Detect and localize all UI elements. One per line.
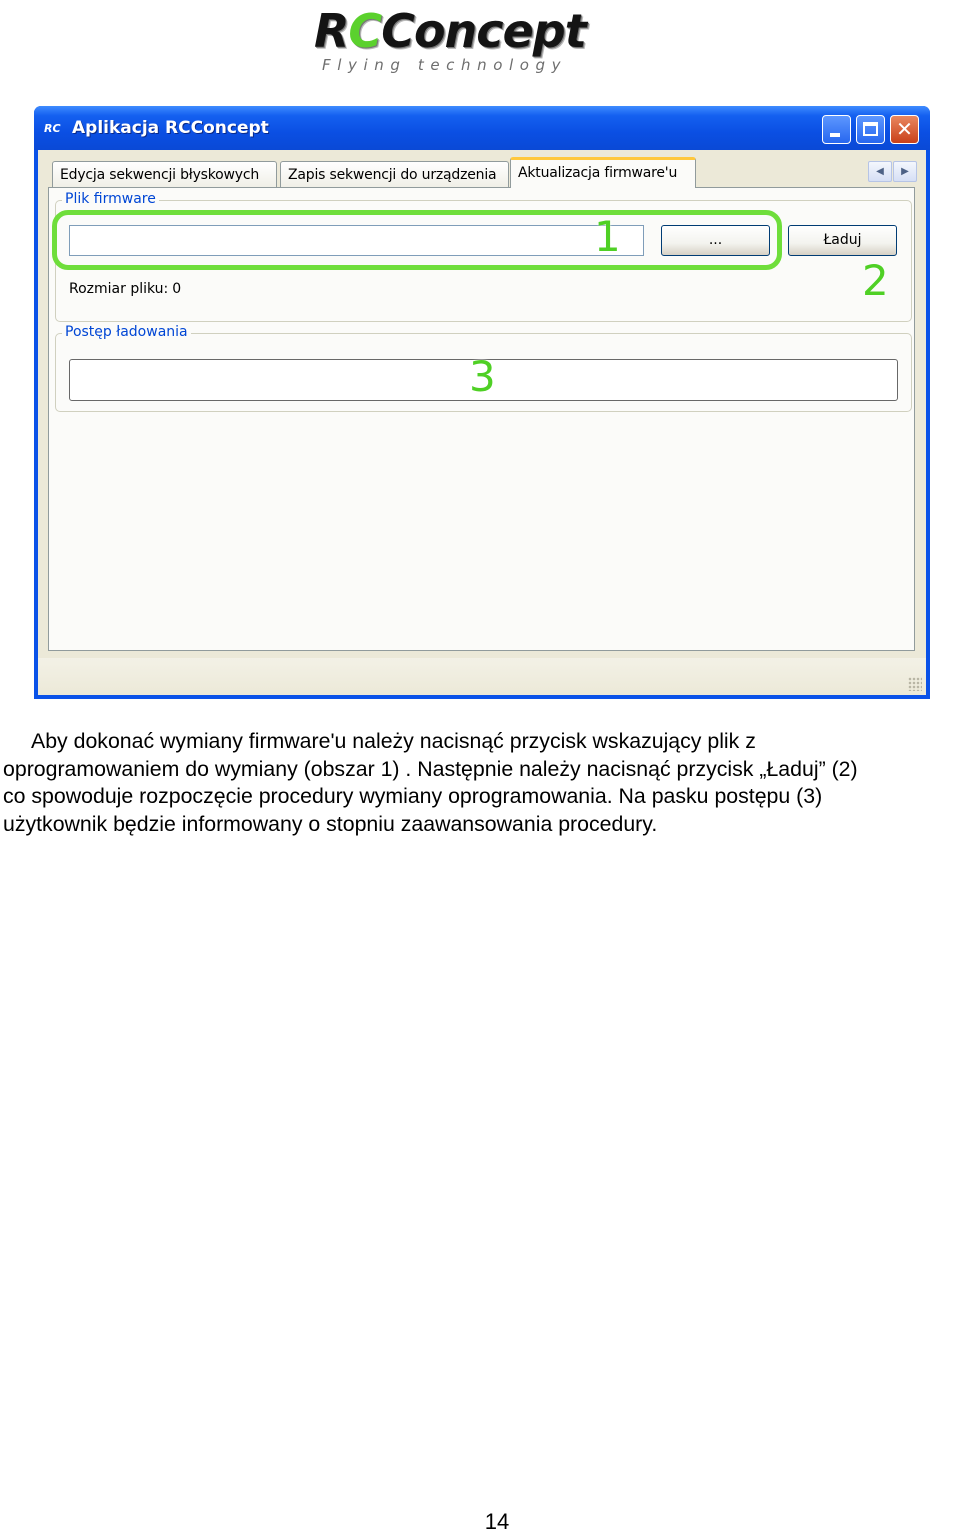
close-button[interactable] [890,115,919,144]
browse-button[interactable]: ... [661,225,770,256]
maximize-icon [863,122,878,136]
file-size-value: 0 [172,281,182,297]
load-button[interactable]: Ładuj [788,225,897,256]
firmware-file-legend: Plik firmware [62,191,159,207]
maximize-button[interactable] [856,115,885,144]
tab-firmware-update[interactable]: Aktualizacja firmware'u [510,157,696,188]
close-icon: ✕ [896,117,913,141]
area-1-highlight [52,210,782,270]
file-size-caption: Rozmiar pliku: [69,281,169,297]
page-number: 14 [484,1509,510,1534]
tab-save-sequences[interactable]: Zapis sekwencji do urządzenia [280,161,509,187]
file-size-label [69,281,181,297]
paragraph-line: Aby dokonać wymiany firmware'u należy nacisnąć przycisk wskazujący plik z [31,729,756,753]
minimize-icon [830,133,840,137]
tab-edit-sequences[interactable]: Edycja sekwencji błyskowych [52,161,277,187]
upload-progress-legend: Postęp ładowania [62,324,191,340]
logo-concept: Concept [381,4,586,58]
app-window [34,106,930,699]
logo-wordmark [314,4,586,58]
resize-grip-icon[interactable] [908,677,922,691]
minimize-button[interactable] [822,115,851,144]
title-bar[interactable] [34,106,930,150]
logo-tagline: Flying technology [322,56,568,74]
tab-scroll-buttons [868,161,918,182]
annotation-marker-1: 1 [594,212,621,261]
paragraph-line: użytkownik będzie informowany o stopniu zaawansowania procedury. [3,811,658,836]
paragraph-line: co spowoduje rozpoczęcie procedury wymiany oprogramowania. Na pasku postępu (3) [3,784,823,808]
app-icon-text: RC [44,122,61,135]
tab-scroll-left-icon[interactable]: ◀ [868,161,892,182]
app-icon [44,122,66,135]
annotation-marker-3: 3 [469,352,496,401]
tab-scroll-right-icon[interactable]: ▶ [893,161,917,182]
logo-letter-c: C [348,4,382,58]
instruction-paragraph [3,728,960,838]
window-title: Aplikacja RCConcept [72,118,269,138]
rcconcept-logo [300,4,660,76]
status-bar [38,658,926,695]
logo-letter-r: R [314,4,349,58]
annotation-marker-2: 2 [862,256,889,305]
paragraph-line: oprogramowaniem do wymiany (obszar 1) . Następnie należy nacisnąć przycisk „Ładuj” (2) [3,756,858,781]
